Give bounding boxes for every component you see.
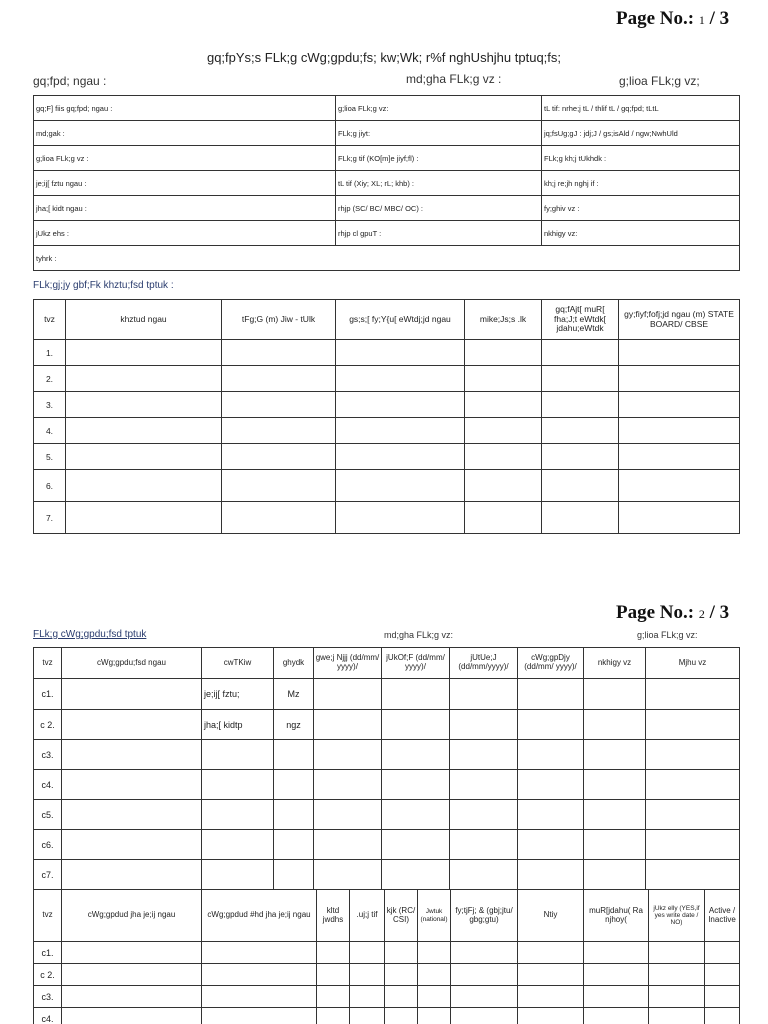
student-cell[interactable] [66, 418, 222, 444]
page-no-total: / 3 [709, 602, 730, 623]
info-field-label: kh;j re;jh nghj if : [542, 171, 740, 196]
detail-cell[interactable] [518, 942, 584, 964]
student-cell[interactable] [542, 366, 619, 392]
student-cell[interactable] [542, 470, 619, 502]
table-row [34, 740, 740, 770]
student-cell[interactable] [619, 340, 740, 366]
detail-cell[interactable] [350, 942, 385, 964]
member-number: c1. [34, 942, 62, 964]
member-relation: jha;[ kidtp [202, 710, 274, 740]
member-cell[interactable] [450, 679, 518, 710]
student-cell[interactable] [222, 418, 336, 444]
info-field-label: gq;F] fiis gq;fpd; ngau : [34, 96, 336, 121]
detail-cell[interactable] [584, 986, 649, 1008]
detail-cell[interactable] [202, 964, 317, 986]
student-cell[interactable] [66, 502, 222, 534]
student-cell[interactable] [66, 366, 222, 392]
members-old-family-number: g;lioa FLk;g vz: [637, 630, 698, 640]
member-name-cell[interactable] [62, 679, 202, 710]
member-relation [202, 800, 274, 830]
members-family-number: md;gha FLk;g vz: [384, 630, 454, 640]
row-number: 6. [34, 470, 66, 502]
detail-cell[interactable] [451, 942, 518, 964]
table-row [34, 679, 740, 710]
member-number: c6. [34, 830, 62, 860]
student-cell[interactable] [222, 340, 336, 366]
member-gender: Mz [274, 679, 314, 710]
member-name-cell[interactable] [62, 830, 202, 860]
info-field-label: jha;[ kidt ngau : [34, 196, 336, 221]
student-cell[interactable] [222, 392, 336, 418]
detail-cell[interactable] [202, 986, 317, 1008]
detail-cell[interactable] [418, 986, 451, 1008]
member-cell[interactable] [382, 860, 450, 890]
member-gender [274, 740, 314, 770]
student-cell[interactable] [619, 392, 740, 418]
members-col-header: jUtUe;J (dd/mm/yyyy)/ [450, 648, 518, 679]
detail-cell[interactable] [350, 1008, 385, 1024]
members-details-table [33, 889, 740, 1024]
info-field-label: jq;fsUg;gJ : jdj;J / gs;isAld / ngw;NwhUld [542, 121, 740, 146]
detail-cell[interactable] [451, 986, 518, 1008]
detail-cell[interactable] [62, 986, 202, 1008]
details-col-header: Active / Inactive [705, 890, 740, 942]
row-number: 1. [34, 340, 66, 366]
member-cell[interactable] [518, 770, 584, 800]
members-col-header: cWg;gpDjy (dd/mm/ yyyy)/ [518, 648, 584, 679]
family-info-table [33, 95, 740, 271]
table-row [34, 392, 740, 418]
member-number: c7. [34, 860, 62, 890]
details-col-header: tvz [34, 890, 62, 942]
detail-cell[interactable] [350, 964, 385, 986]
detail-cell[interactable] [705, 964, 740, 986]
student-cell[interactable] [465, 366, 542, 392]
student-cell[interactable] [336, 502, 465, 534]
detail-cell[interactable] [385, 1008, 418, 1024]
info-field-label: je;ij[ fztu ngau : [34, 171, 336, 196]
member-cell[interactable] [450, 860, 518, 890]
student-cell[interactable] [465, 340, 542, 366]
member-cell[interactable] [584, 800, 646, 830]
members-col-header: cWg;gpdu;fsd ngau [62, 648, 202, 679]
members-table [33, 647, 740, 890]
members-col-header: cwTKiw [202, 648, 274, 679]
student-cell[interactable] [542, 502, 619, 534]
member-number: c1. [34, 679, 62, 710]
info-field-label: FLk;g tif (KO[m]e jiyf;fl) : [336, 146, 542, 171]
row-number: 3. [34, 392, 66, 418]
member-cell[interactable] [518, 740, 584, 770]
table-row [34, 964, 740, 986]
student-cell[interactable] [222, 470, 336, 502]
page-no-current: 1 [698, 13, 705, 27]
students-table [33, 299, 740, 534]
student-cell[interactable] [222, 444, 336, 470]
info-row [34, 121, 740, 146]
detail-cell[interactable] [202, 942, 317, 964]
student-cell[interactable] [465, 392, 542, 418]
table-row [34, 770, 740, 800]
student-cell[interactable] [542, 444, 619, 470]
details-col-header: cWg;gpdud #hd jha je;ij ngau [202, 890, 317, 942]
members-col-header: nkhigy vz [584, 648, 646, 679]
details-col-header: muR[jdahu( Ra njhoy( [584, 890, 649, 942]
member-gender [274, 800, 314, 830]
student-cell[interactable] [619, 366, 740, 392]
member-cell[interactable] [518, 800, 584, 830]
student-cell[interactable] [465, 502, 542, 534]
info-row [34, 146, 740, 171]
detail-cell[interactable] [385, 942, 418, 964]
member-number: c3. [34, 740, 62, 770]
member-cell[interactable] [314, 830, 382, 860]
detail-cell[interactable] [518, 964, 584, 986]
member-number: c 2. [34, 964, 62, 986]
member-number: c3. [34, 986, 62, 1008]
student-cell[interactable] [336, 340, 465, 366]
page-no-label: Page No.: [616, 8, 695, 29]
members-col-header: ghydk [274, 648, 314, 679]
header-old-family-number: g;lioa FLk;g vz; [619, 74, 700, 88]
header-group-name: gq;fpd; ngau : [33, 74, 107, 88]
detail-cell[interactable] [649, 942, 705, 964]
table-row [34, 502, 740, 534]
member-cell[interactable] [450, 740, 518, 770]
row-number: 7. [34, 502, 66, 534]
student-cell[interactable] [222, 502, 336, 534]
member-number: c 2. [34, 710, 62, 740]
member-cell[interactable] [450, 800, 518, 830]
info-row-address [34, 246, 740, 271]
detail-cell[interactable] [317, 1008, 350, 1024]
member-cell[interactable] [314, 710, 382, 740]
info-field-label: rhjp (SC/ BC/ MBC/ OC) : [336, 196, 542, 221]
detail-cell[interactable] [705, 986, 740, 1008]
students-col-header: gs;s;[ fy;Y{u[ eWtdj;jd ngau [336, 300, 465, 340]
page-no-label: Page No.: [616, 602, 695, 623]
member-cell[interactable] [646, 830, 740, 860]
details-col-header: .uj;j tif [350, 890, 385, 942]
detail-cell[interactable] [584, 1008, 649, 1024]
details-col-header: kltd jwdhs [317, 890, 350, 942]
students-col-header: gy;fiyf;fofj;jd ngau (m) STATE BOARD/ CBSE [619, 300, 740, 340]
row-number: 2. [34, 366, 66, 392]
member-cell[interactable] [584, 740, 646, 770]
members-col-header: jUkOf;F (dd/mm/ yyyy)/ [382, 648, 450, 679]
details-col-header: kjk (RC/ CSI) [385, 890, 418, 942]
info-row [34, 196, 740, 221]
table-row [34, 418, 740, 444]
info-field-label: tL tif: nrhe;j tL / thlif tL / gq;fpd; tLtL [542, 96, 740, 121]
student-cell[interactable] [542, 340, 619, 366]
student-cell[interactable] [465, 418, 542, 444]
detail-cell[interactable] [451, 964, 518, 986]
member-number: c4. [34, 1008, 62, 1024]
address-label: tyhrk : [34, 246, 740, 271]
detail-cell[interactable] [649, 986, 705, 1008]
detail-cell[interactable] [584, 942, 649, 964]
member-name-cell[interactable] [62, 740, 202, 770]
student-cell[interactable] [336, 366, 465, 392]
table-row [34, 444, 740, 470]
students-col-header: khztud ngau [66, 300, 222, 340]
details-col-header: fy;tjFj; & (gbj;jtu/ gbg;gtu) [451, 890, 518, 942]
table-row [34, 830, 740, 860]
info-field-label: md;gak : [34, 121, 336, 146]
detail-cell[interactable] [62, 964, 202, 986]
page-no-current: 2 [698, 607, 705, 621]
student-cell[interactable] [66, 340, 222, 366]
member-cell[interactable] [584, 860, 646, 890]
detail-cell[interactable] [202, 1008, 317, 1024]
details-col-header: Jwtuk (national) [418, 890, 451, 942]
member-cell[interactable] [584, 710, 646, 740]
row-number: 5. [34, 444, 66, 470]
info-field-label: tL tif (Xiy; XL; rL; khb) : [336, 171, 542, 196]
table-row [34, 800, 740, 830]
detail-cell[interactable] [62, 942, 202, 964]
member-cell[interactable] [584, 679, 646, 710]
member-number: c4. [34, 770, 62, 800]
member-cell[interactable] [382, 800, 450, 830]
member-gender [274, 830, 314, 860]
member-cell[interactable] [314, 770, 382, 800]
student-cell[interactable] [66, 470, 222, 502]
detail-cell[interactable] [385, 986, 418, 1008]
info-row [34, 96, 740, 121]
detail-cell[interactable] [649, 1008, 705, 1024]
member-relation [202, 770, 274, 800]
details-col-header: jUkz elly (YES,if yes write date / NO) [649, 890, 705, 942]
detail-cell[interactable] [418, 964, 451, 986]
members-col-header: gwe;j Njjj (dd/mm/ yyyy)/ [314, 648, 382, 679]
member-cell[interactable] [382, 740, 450, 770]
detail-cell[interactable] [584, 964, 649, 986]
student-cell[interactable] [542, 418, 619, 444]
table-row [34, 986, 740, 1008]
members-col-header: tvz [34, 648, 62, 679]
form-title: gq;fpYs;s FLk;g cWg;gpdu;fs; kw;Wk; r%f nghUshjhu tptuq;fs; [206, 50, 562, 65]
table-row [34, 366, 740, 392]
member-relation: je;ij[ fztu; [202, 679, 274, 710]
member-gender [274, 770, 314, 800]
member-cell[interactable] [584, 830, 646, 860]
detail-cell[interactable] [451, 1008, 518, 1024]
member-number: c5. [34, 800, 62, 830]
detail-cell[interactable] [385, 964, 418, 986]
member-cell[interactable] [584, 770, 646, 800]
detail-cell[interactable] [350, 986, 385, 1008]
member-cell[interactable] [646, 679, 740, 710]
info-field-label: fy;ghiv vz : [542, 196, 740, 221]
page-number-2 [616, 602, 729, 624]
member-gender [274, 860, 314, 890]
student-cell[interactable] [222, 366, 336, 392]
member-cell[interactable] [382, 770, 450, 800]
student-cell[interactable] [66, 444, 222, 470]
student-cell[interactable] [66, 392, 222, 418]
student-cell[interactable] [465, 470, 542, 502]
member-cell[interactable] [518, 710, 584, 740]
member-cell[interactable] [646, 800, 740, 830]
page-number-1 [616, 8, 729, 30]
student-cell[interactable] [336, 444, 465, 470]
student-cell[interactable] [619, 418, 740, 444]
member-name-cell[interactable] [62, 860, 202, 890]
member-relation [202, 830, 274, 860]
member-cell[interactable] [450, 710, 518, 740]
info-field-label: FLk;g jiyt: [336, 121, 542, 146]
members-section-title: FLk;g cWg;gpdu;fsd tptuk [33, 629, 147, 640]
member-cell[interactable] [314, 800, 382, 830]
student-cell[interactable] [336, 470, 465, 502]
detail-cell[interactable] [317, 942, 350, 964]
info-field-label: jUkz ehs : [34, 221, 336, 246]
students-col-header: mike;Js;s .lk [465, 300, 542, 340]
details-col-header: cWg;gpdud jha je;ij ngau [62, 890, 202, 942]
member-cell[interactable] [518, 679, 584, 710]
member-cell[interactable] [450, 770, 518, 800]
member-cell[interactable] [314, 860, 382, 890]
detail-cell[interactable] [418, 1008, 451, 1024]
table-row [34, 1008, 740, 1024]
member-cell[interactable] [518, 830, 584, 860]
member-gender: ngz [274, 710, 314, 740]
detail-cell[interactable] [418, 942, 451, 964]
table-row [34, 470, 740, 502]
info-field-label: FLk;g kh;j tUkhdk : [542, 146, 740, 171]
member-name-cell[interactable] [62, 770, 202, 800]
student-cell[interactable] [336, 392, 465, 418]
row-number: 4. [34, 418, 66, 444]
member-name-cell[interactable] [62, 800, 202, 830]
member-cell[interactable] [646, 710, 740, 740]
detail-cell[interactable] [649, 964, 705, 986]
student-cell[interactable] [336, 418, 465, 444]
info-row [34, 171, 740, 196]
member-cell[interactable] [314, 740, 382, 770]
student-cell[interactable] [619, 470, 740, 502]
info-row [34, 221, 740, 246]
detail-cell[interactable] [62, 1008, 202, 1024]
students-col-header: tvz [34, 300, 66, 340]
member-cell[interactable] [646, 860, 740, 890]
member-relation [202, 860, 274, 890]
member-cell[interactable] [382, 830, 450, 860]
table-row [34, 860, 740, 890]
table-row [34, 942, 740, 964]
table-row [34, 340, 740, 366]
student-cell[interactable] [619, 502, 740, 534]
details-col-header: Ntiy [518, 890, 584, 942]
member-cell[interactable] [518, 860, 584, 890]
info-field-label: g;lioa FLk;g vz : [34, 146, 336, 171]
member-cell[interactable] [646, 770, 740, 800]
student-cell[interactable] [542, 392, 619, 418]
member-relation [202, 740, 274, 770]
member-cell[interactable] [382, 710, 450, 740]
table-row [34, 710, 740, 740]
member-name-cell[interactable] [62, 710, 202, 740]
detail-cell[interactable] [317, 986, 350, 1008]
info-field-label: g;lioa FLk;g vz: [336, 96, 542, 121]
students-col-header: tFg;G (m) Jiw - tUlk [222, 300, 336, 340]
header-family-number: md;gha FLk;g vz : [406, 72, 502, 86]
detail-cell[interactable] [518, 986, 584, 1008]
students-col-header: gq;fAjt[ muR[ fha;J;t eWtdk[ jdahu;eWtdk [542, 300, 619, 340]
info-field-label: rhjp cl gpuT : [336, 221, 542, 246]
student-cell[interactable] [465, 444, 542, 470]
students-section-title: FLk;gj;jy gbf;Fk khztu;fsd tptuk : [33, 280, 174, 291]
member-cell[interactable] [314, 679, 382, 710]
members-col-header: Mjhu vz [646, 648, 740, 679]
student-cell[interactable] [619, 444, 740, 470]
detail-cell[interactable] [705, 1008, 740, 1024]
detail-cell[interactable] [705, 942, 740, 964]
detail-cell[interactable] [317, 964, 350, 986]
info-field-label: nkhigy vz: [542, 221, 740, 246]
member-cell[interactable] [646, 740, 740, 770]
member-cell[interactable] [382, 679, 450, 710]
page-no-total: / 3 [709, 8, 730, 29]
member-cell[interactable] [450, 830, 518, 860]
detail-cell[interactable] [518, 1008, 584, 1024]
